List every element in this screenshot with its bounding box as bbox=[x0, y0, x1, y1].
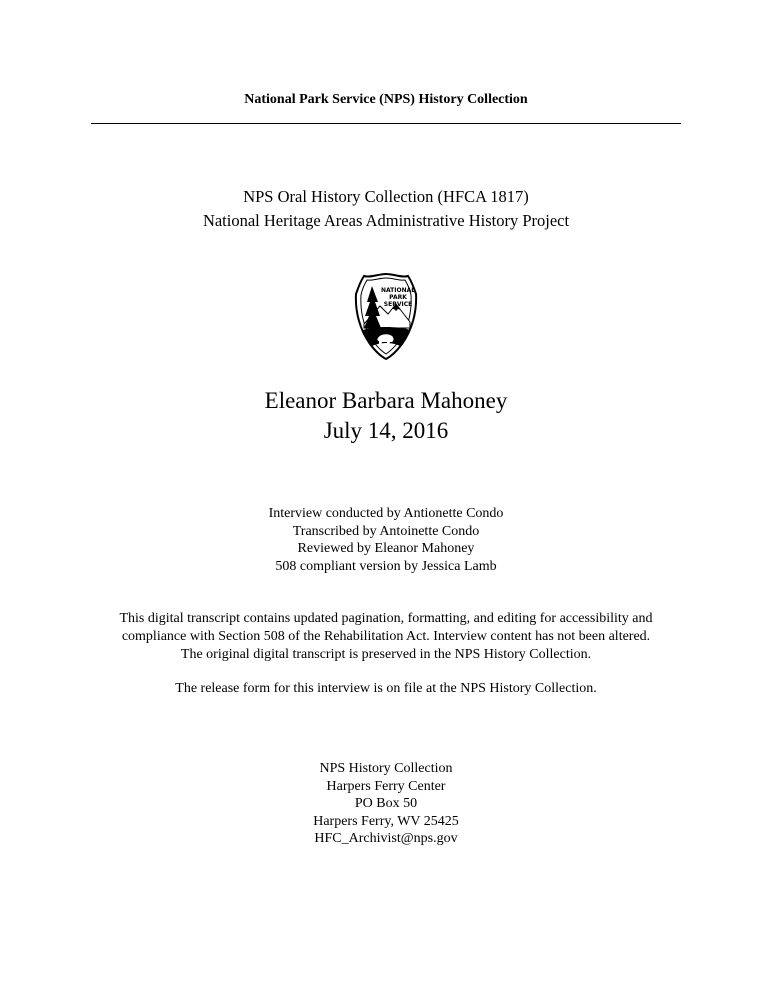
notice-line-3: The original digital transcript is preserved in the NPS History Collection. bbox=[180, 647, 592, 662]
address-city: Harpers Ferry, WV 25425 bbox=[313, 813, 459, 829]
header-divider bbox=[91, 123, 681, 124]
interviewee-info bbox=[0, 386, 772, 446]
contact-address bbox=[0, 760, 772, 848]
address-email: HFC_Archivist@nps.gov bbox=[314, 831, 458, 846]
credit-reviewed: Reviewed by Eleanor Mahoney bbox=[297, 541, 475, 556]
credit-508-compliant: 508 compliant version by Jessica Lamb bbox=[275, 558, 497, 574]
nps-arrowhead-logo-icon bbox=[354, 272, 418, 360]
interviewee-name: Eleanor Barbara Mahoney bbox=[264, 388, 508, 413]
collection-info bbox=[0, 185, 772, 233]
credit-transcribed: Transcribed by Antoinette Condo bbox=[292, 523, 480, 539]
release-form-notice: The release form for this interview is on file at the NPS History Collection. bbox=[175, 681, 597, 696]
emblem-text-service: SERVICE bbox=[383, 301, 413, 308]
emblem-text-national: NATIONAL bbox=[380, 287, 416, 294]
notice-line-1: This digital transcript contains updated pagination, formatting, and editing for accessibility and bbox=[119, 611, 653, 626]
address-org: NPS History Collection bbox=[319, 761, 453, 776]
emblem-text-park: PARK bbox=[389, 294, 407, 301]
address-center: Harpers Ferry Center bbox=[326, 778, 446, 794]
credits bbox=[0, 505, 772, 575]
header-title: National Park Service (NPS) History Collection bbox=[244, 92, 528, 107]
notice-line-2: compliance with Section 508 of the Rehabilitation Act. Interview content has not been altered. bbox=[121, 629, 651, 644]
collection-title: NPS Oral History Collection (HFCA 1817) bbox=[243, 187, 529, 206]
interview-date: July 14, 2016 bbox=[323, 418, 449, 443]
accessibility-notice bbox=[0, 610, 772, 664]
project-title: National Heritage Areas Administrative History Project bbox=[202, 211, 570, 230]
address-po-box: PO Box 50 bbox=[354, 796, 418, 811]
credit-conducted: Interview conducted by Antionette Condo bbox=[268, 506, 504, 521]
